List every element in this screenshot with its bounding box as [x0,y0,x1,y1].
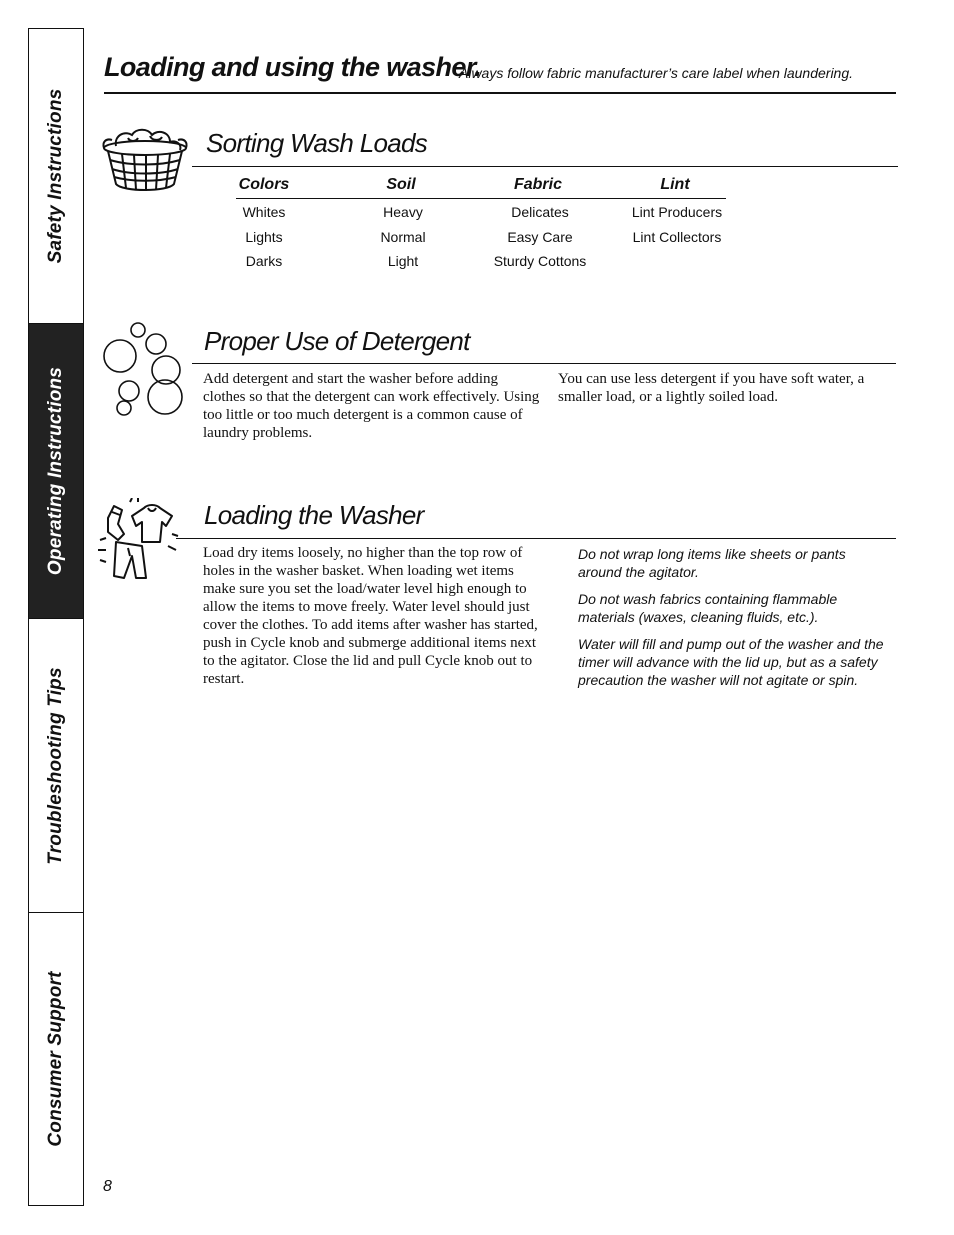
column-header-soil: Soil [386,176,416,193]
tab-label: Safety Instructions [45,88,66,264]
table-cell: Light [387,253,419,269]
table-cell: Darks [245,253,283,269]
table-cell: Heavy [383,204,423,220]
tab-label: Troubleshooting Tips [45,666,66,865]
clothes-icon [94,498,180,582]
tab-consumer-support[interactable] [29,913,83,1205]
bubbles-icon [100,320,188,420]
column-lint [609,203,745,252]
section-rule [192,363,896,364]
table-cell: Lint Collectors [632,228,722,245]
loading-note-1: Do not wrap long items like sheets or pants around the agitator. [578,546,846,580]
column-header-lint: Lint [660,176,690,193]
detergent-paragraph-left: Add detergent and start the washer before adding clothes so that the detergent can work effectively. Using too little or too much detergent is a common cause of laundry problems. [203,371,540,441]
section-rule [176,538,896,539]
table-cell: Lights [245,228,283,245]
tab-troubleshooting-tips[interactable] [29,619,83,913]
column-header-colors: Colors [238,176,290,193]
page-header [104,50,896,94]
table-cell: Delicates [511,204,569,220]
loading-note-3: Water will fill and pump out of the washer and the timer will advance with the lid up, but as a safety precaution the washer will not agitate or spin. [578,636,884,688]
table-cell: Normal [380,228,426,245]
tab-label: Consumer Support [45,971,66,1147]
detergent-paragraph-right: You can use less detergent if you have soft water, a smaller load, or a lightly soiled load. [558,371,865,405]
tab-safety-instructions[interactable] [29,29,83,324]
page-title: Loading and using the washer. [104,52,482,82]
column-header-fabric: Fabric [513,176,562,193]
tab-operating-instructions[interactable] [29,324,83,619]
table-cell: Lint Producers [631,204,723,220]
column-fabric [472,203,608,277]
section-title-detergent: Proper Use of Detergent [204,326,470,356]
page-subtitle: Always follow fabric manufacturer’s care label when laundering. [459,65,854,81]
table-cell: Sturdy Cottons [493,253,587,269]
section-rule [192,166,898,167]
table-cell: Whites [242,204,286,220]
table-header-row [198,176,726,198]
section-title-loading: Loading the Washer [204,500,424,530]
column-soil [335,203,471,277]
side-tabs [28,28,84,1206]
page-number: 8 [103,1178,112,1195]
table-header-rule [236,198,726,199]
section-title-sorting: Sorting Wash Loads [206,128,428,158]
loading-note-2: Do not wash fabrics containing flammable materials (waxes, cleaning fluids, etc.). [578,591,838,625]
laundry-basket-icon [100,124,190,196]
loading-paragraph: Load dry items loosely, no higher than the top row of holes in the washer basket. When loading wet items make sure you set the load/water level high enough to allow the items to move freely. Water level should just cover the clothes. To add items after washer has started, push in Cycle knob and submerge additional items next to the agitator. Close the lid and pull Cycle knob out to restart. [203,545,538,687]
column-colors [196,203,332,277]
table-cell: Easy Care [507,228,573,245]
tab-label: Operating Instructions [45,366,66,576]
